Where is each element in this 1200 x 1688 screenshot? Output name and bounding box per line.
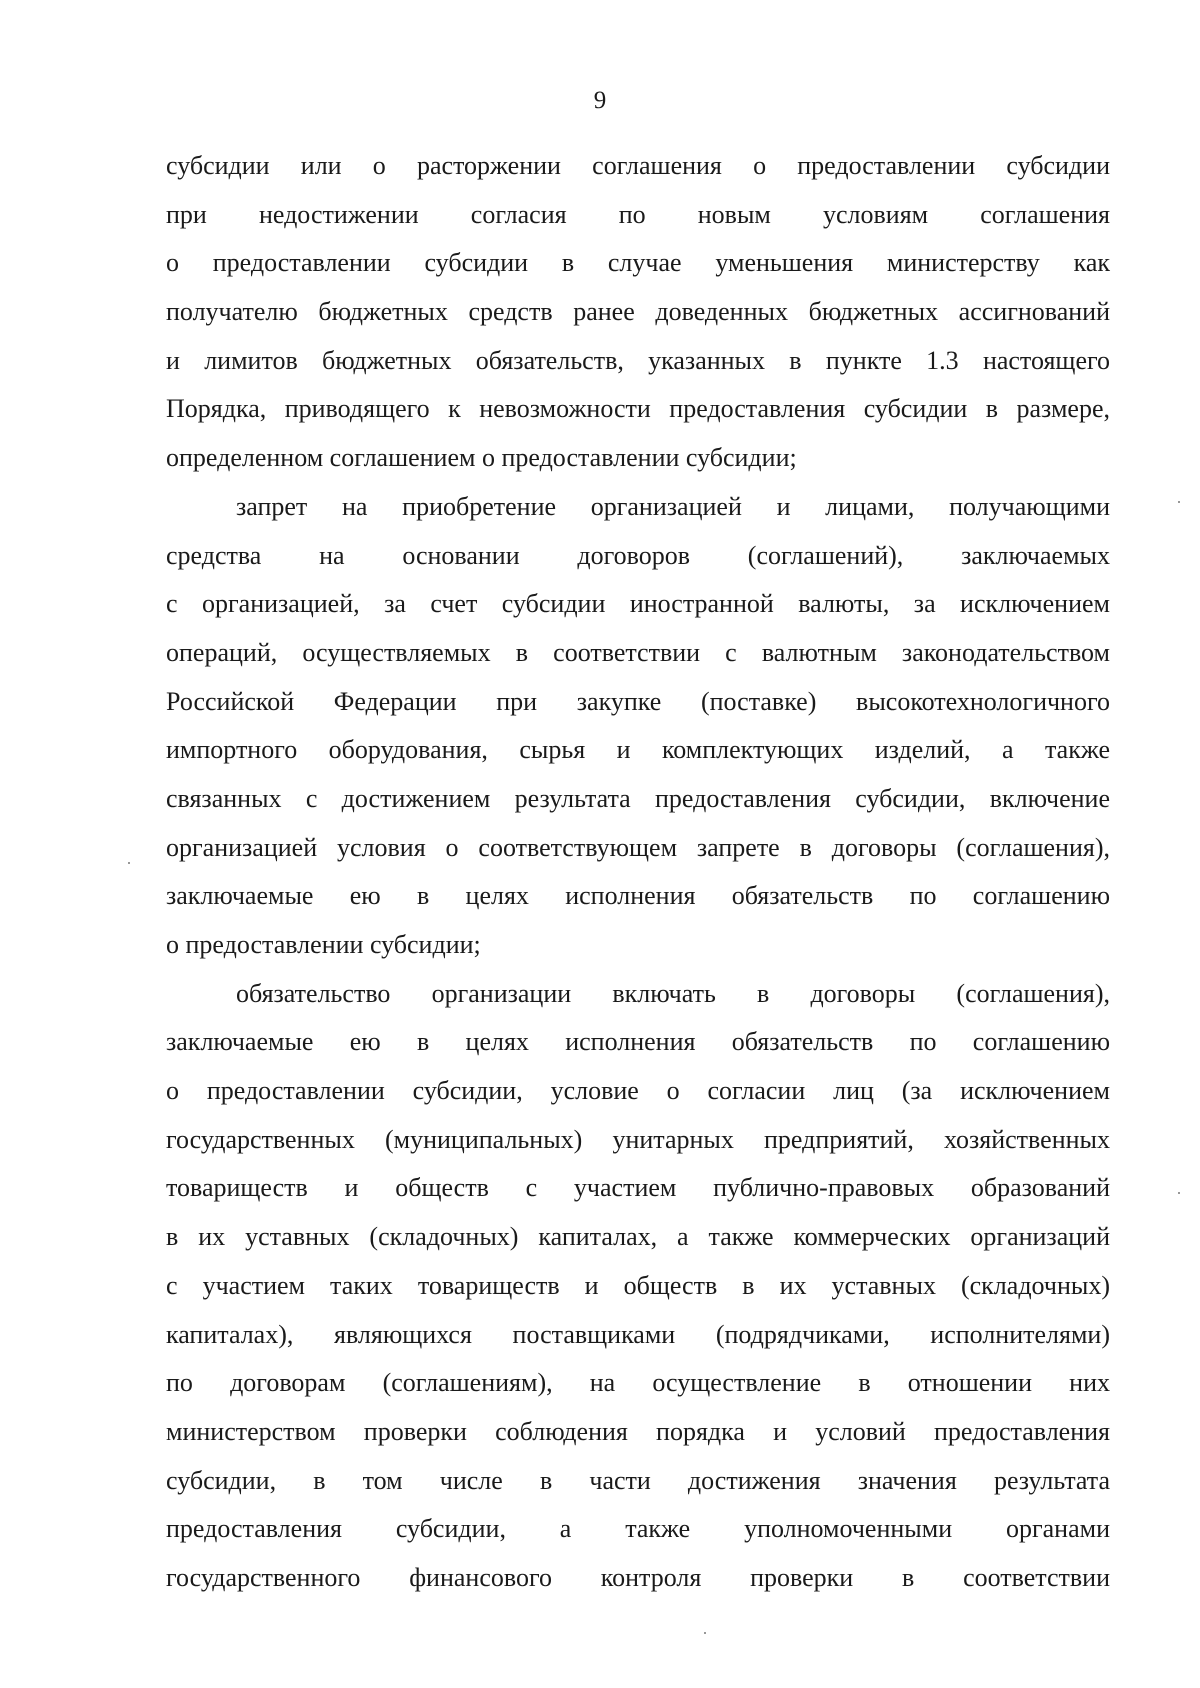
text-line: и лимитов бюджетных обязательств, указанных в пункте 1.3 настоящего — [166, 345, 1110, 375]
page-number: 9 — [593, 87, 607, 114]
text-line: государственного финансового контроля проверки в соответствии — [166, 1562, 1110, 1592]
text-line: с организацией, за счет субсидии иностранной валюты, за исключением — [166, 589, 1110, 619]
scan-speck — [1178, 501, 1180, 503]
document-body — [166, 142, 1110, 1603]
text-line: Российской Федерации при закупке (поставке) высокотехнологичного — [166, 686, 1110, 716]
text-line: при недостижении согласия по новым условиям соглашения — [166, 199, 1110, 229]
scan-speck — [1178, 1192, 1180, 1194]
text-line: предоставления субсидии, а также уполномоченными органами — [166, 1514, 1110, 1544]
text-line: о предоставлении субсидии, условие о согласии лиц (за исключением — [166, 1076, 1110, 1106]
text-line: Порядка, приводящего к невозможности предоставления субсидии в размере, — [166, 394, 1110, 424]
text-line: операций, осуществляемых в соответствии с валютным законодательством — [166, 637, 1110, 667]
text-line: государственных (муниципальных) унитарных предприятий, хозяйственных — [166, 1124, 1110, 1154]
text-line: капиталах), являющихся поставщиками (подрядчиками, исполнителями) — [166, 1319, 1110, 1349]
text-line: запрет на приобретение организацией и лицами, получающими — [236, 491, 1110, 521]
text-line: министерством проверки соблюдения порядка и условий предоставления — [166, 1416, 1110, 1446]
scan-speck — [704, 1632, 706, 1634]
text-line: средства на основании договоров (соглашений), заключаемых — [166, 540, 1110, 570]
text-line: импортного оборудования, сырья и комплектующих изделий, а также — [166, 735, 1110, 765]
text-line: получателю бюджетных средств ранее доведенных бюджетных ассигнований — [166, 297, 1110, 327]
text-line: товариществ и обществ с участием публично-правовых образований — [166, 1173, 1110, 1203]
text-line: заключаемые ею в целях исполнения обязательств по соглашению — [166, 1027, 1110, 1057]
text-line: в их уставных (складочных) капиталах, а также коммерческих организаций — [166, 1222, 1110, 1252]
text-line: о предоставлении субсидии; — [166, 930, 481, 959]
text-line: субсидии, в том числе в части достижения значения результата — [166, 1465, 1110, 1495]
text-line: с участием таких товариществ и обществ в их уставных (складочных) — [166, 1270, 1110, 1300]
text-line: определенном соглашением о предоставлении субсидии; — [166, 443, 797, 473]
text-line: о предоставлении субсидии в случае уменьшения министерству как — [166, 248, 1110, 278]
scan-speck — [128, 862, 130, 864]
text-line: организацией условия о соответствующем запрете в договоры (соглашения), — [166, 832, 1110, 862]
text-line: заключаемые ею в целях исполнения обязательств по соглашению — [166, 881, 1110, 911]
text-line: субсидии или о расторжении соглашения о предоставлении субсидии — [166, 151, 1110, 180]
text-line: связанных с достижением результата предоставления субсидии, включение — [166, 783, 1110, 813]
text-line: обязательство организации включать в договоры (соглашения), — [236, 978, 1110, 1008]
text-line: по договорам (соглашениям), на осуществление в отношении них — [166, 1368, 1110, 1398]
